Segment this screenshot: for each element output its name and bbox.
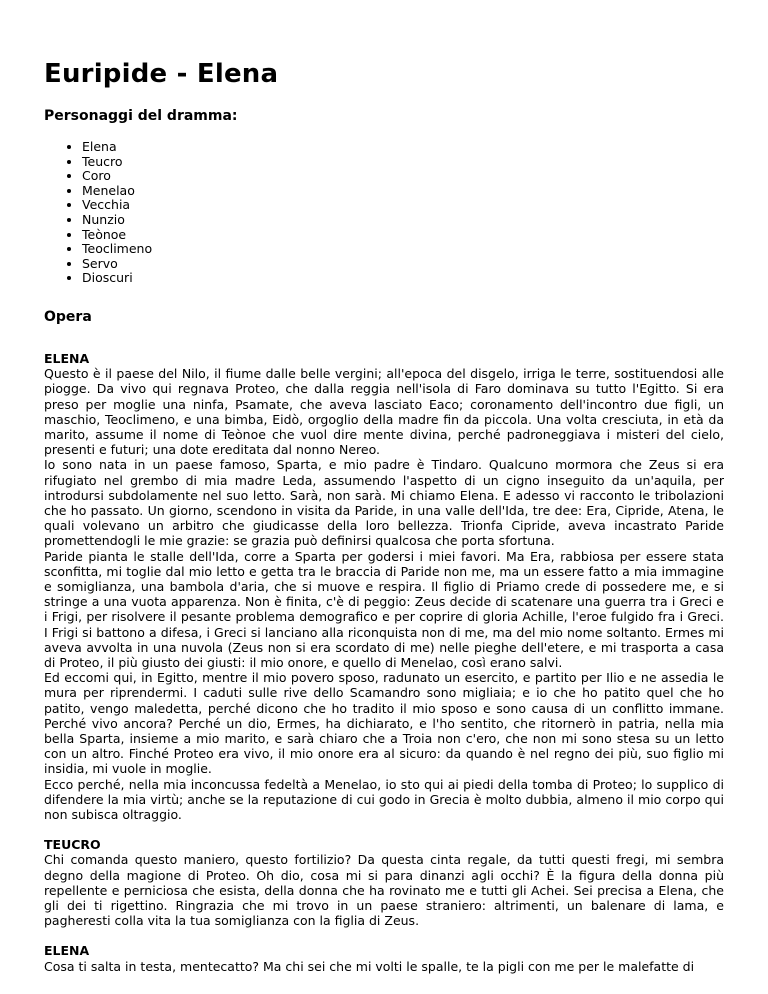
list-item: • Vecchia [82,198,724,213]
characters-heading: Personaggi del dramma: [44,108,238,124]
speaker-name: ELENA [44,350,90,366]
list-item: • Menelao [82,184,724,199]
speaker-name: TEUCRO [44,837,101,853]
speech-paragraph: Io sono nata in un paese famoso, Sparta, e mio padre è Tindaro. Qualcuno mormora che Zeus si era rifugiato nel grembo di mia madre Leda, assumendo l'aspetto di un cigno inseguito da un'aquila, per introdursi subdolamente nel suo letto. Sarà, non sarà. Mi chiamo Elena. E adesso vi racconto le tribolazioni che ho passato. Un giorno, scendono in visita da Paride, in una valle dell'Ida, tre dee: Era, Cipride, Atena, le quali volevano un arbitro che giudicasse della loro bellezza. Trionfa Cipride, aveva incastrato Paride promettendogli le mie grazie: se grazia può definirsi qualcosa che porta sfortuna. [44,457,724,549]
list-item: • Teoclimeno [82,242,724,257]
speech-paragraph: Cosa ti salta in testa, mentecatto? Ma chi sei che mi volti le spalle, te la pigli con me per le malefatte di [44,958,695,974]
speech-block [44,351,724,822]
list-item: • Nunzio [82,213,724,228]
speech-paragraph: Paride pianta le stalle dell'Ida, corre a Sparta per godersi i miei favori. Ma Era, rabbiosa per essere stata sconfitta, mi toglie dal mio letto e getta tra le braccia di Paride non me, ma un essere fatto a mia immagine e somiglianza, una bambola d'aria, che si muove e respira. Il figlio di Priamo crede di possedere me, e si stringe a una vuota apparenza. Non è finita, c'è di peggio: Zeus decide di scatenare una guerra tra i Greci e i Frigi, per risolvere il pesante problema demografico e per coprire di gloria Achille, l'eroe fulgido fra i Greci. I Frigi si battono a difesa, i Greci si lanciano alla riconquista non di me, ma del mio nome soltanto. Ermes mi aveva avvolta in una nuvola (Zeus non si era scordato di me) nelle pieghe dell'etere, e mi trasporta a casa di Proteo, il più giusto dei giusti: il mio onore, e quello di Menelao, così erano salvi. [44,548,724,670]
speaker-name: ELENA [44,943,90,959]
list-item: • Dioscuri [82,271,724,286]
speech-paragraph: Ecco perché, nella mia inconcussa fedeltà a Menelao, io sto qui ai piedi della tomba di Proteo; lo supplico di difendere la mia virtù; anche se la reputazione di cui godo in Grecia è molto dubbia, almeno il mio corpo qui non subisca oltraggio. [44,776,724,823]
speech-block [44,943,724,973]
characters-list [44,140,724,286]
list-item: • Teucro [82,155,724,170]
speech-paragraph: Ed eccomi qui, in Egitto, mentre il mio povero sposo, radunato un esercito, e partito per Ilio e ne assedia le mura per riprendermi. I caduti sulle rive dello Scamandro sono migliaia; e io che ho patito quel che ho patito, vengo maledetta, perché dicono che ho tradito il mio sposo e sono causa di un conflitto immane. Perché vivo ancora? Perché un dio, Ermes, ha dichiarato, e l'ho sentito, che ritornerò in patria, nella mia bella Sparta, insieme a mio marito, e sarà chiaro che a Troia non c'ero, che non mi sono stesa su un letto con un altro. Finché Proteo era vivo, il mio onore era al sicuro: da quando è nel regno dei più, suo figlio mi insidia, mi vuole in moglie. [44,670,724,777]
page-title: Euripide - Elena [44,59,279,89]
list-item: • Elena [82,140,724,155]
list-item: • Servo [82,257,724,272]
speech-paragraph: Chi comanda questo maniero, questo fortilizio? Da questa cinta regale, da tutti questi fregi, mi sembra degno della magione di Proteo. Oh dio, cosa mi si para dinanzi agli occhi? È la figura della donna più repellente e perniciosa che esista, della donna che ha rovinato me e tutti gli Achei. Sei precisa a Elena, che gli dei ti rigettino. Ringrazia che mi trovo in un paese straniero: altrimenti, un balenare di lama, e pagheresti colla vita la tua somiglianza con la figlia di Zeus. [44,852,724,929]
opera-heading: Opera [44,308,92,325]
list-item: • Coro [82,169,724,184]
speech-block [44,837,724,928]
speech-paragraph: Questo è il paese del Nilo, il fiume dalle belle vergini; all'epoca del disgelo, irriga le terre, sostituendosi alle piogge. Da vivo qui regnava Proteo, che dalla reggia nell'isola di Faro dominava su tutto l'Egitto. Si era preso per moglie una ninfa, Psamate, che aveva lasciato Eaco; coronamento dell'incontro due figli, un maschio, Teoclimeno, e una bimba, Eidò, orgoglio della madre fin da piccola. Una volta cresciuta, in età da marito, assume il nome di Teònoe che vuol dire mente divina, perché padroneggiava i misteri del cielo, presenti e futuri; una dote ereditata dal nonno Nereo. [44,366,724,458]
list-item: • Teònoe [82,228,724,243]
